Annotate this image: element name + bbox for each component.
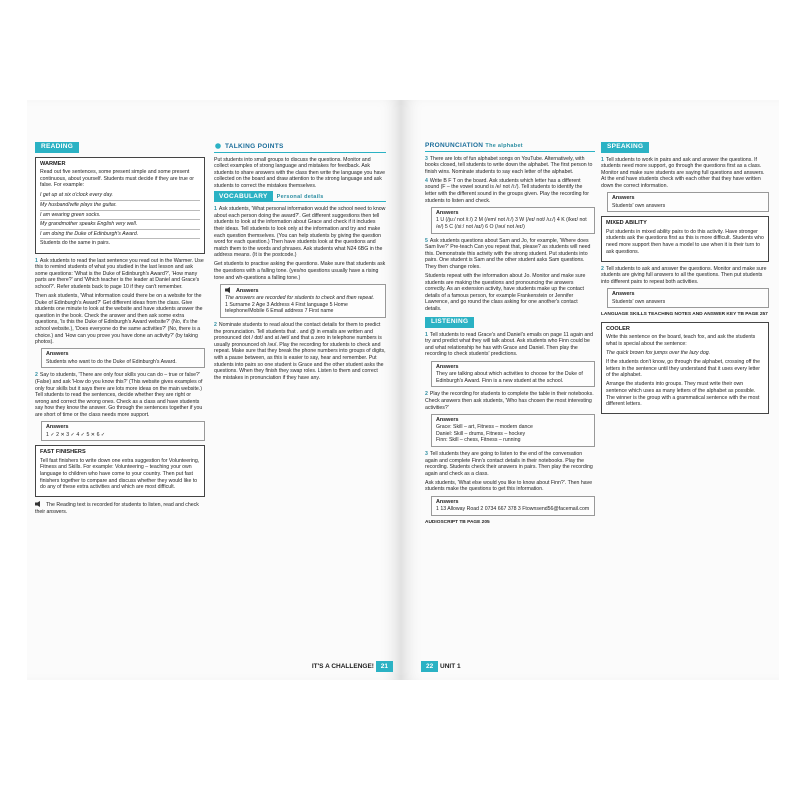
vocab-step-1: 1 Ask students, 'What personal information would the school need to know about each person doing the award?'. Get different suggestions then tell students to look at the information about Grace and check if it includes their ideas. Tell students to look only at the information and try and make each question themselves. (You can help students by giving the question word for each question.) Then have students look at the questions and match them to the words and phrases. Ask students what N24 6BG in the address means. (It is the postcode.) (214, 206, 386, 259)
pron-step-5: 5 Ask students questions about Sam and Jo, for example, 'Where does Sam live?' Pre-teach Can you repeat that, please? as students will need this. Demonstrate this activity with the strong student. Put students into pairs. One student is Sam and the other student asks Sam questions. They then change roles. (425, 237, 591, 270)
speaking-heading: SPEAKING (601, 142, 649, 153)
warmer-box (35, 157, 205, 254)
reading-step-1: 1 Ask students to read the last sentence you read out in the Warmer. Use this to remind students of what you studied in the last lesson and ask some questions: 'What is the Duke of Edinburgh's Award?', 'How many parts are there?' and 'Which teacher is the leader at Daniel and Grace's school?'. Refer students back to page 10 if they can't remember. (35, 257, 204, 290)
audioscript-link: AUDIOSCRIPT TB PAGE 205 (425, 519, 490, 525)
speak-step-1: 1 Tell students to work in pairs and ask and answer the questions. If students need more support, go through the questions first as a class. Monitor and make sure students are saying full questions and answers. At the end have students check with each other that they have written down the correct information. (601, 156, 765, 189)
talking-points-icon (214, 143, 222, 149)
listening-heading: LISTENING (425, 317, 474, 328)
pron-answers-4: Answers 1 U (/juː/ not /iː/) 2 M (/em/ not /iː/) 3 W (/eɪ/ not/ /uː/) 4 K (/keɪ/ not /e/) 5 C (/siː/ not /aɪ/) 6 O (/əʊ/ not /eɪ/) (431, 207, 595, 234)
right-column-1 (425, 142, 595, 529)
pron-step-4: 4 Write B F T on the board. Ask students which letter has a different sound (F – the vowel sound is /e/ not /iː/). Tell students to identify the letter with the different sound in the groups given. Play the recording for students to listen and check. (425, 177, 589, 204)
warmer-example: My husband/wife plays the guitar. (40, 201, 200, 211)
language-skills-link: LANGUAGE SKILLS TEACHING NOTES AND ANSWER KEY TB PAGE 257 (601, 312, 768, 318)
left-column-2 (214, 142, 386, 384)
warmer-example: I am doing the Duke of Edinburgh's Award. (40, 230, 200, 240)
speak-answers-1: Answers Students' own answers (607, 192, 769, 212)
audio-icon (225, 287, 233, 293)
warmer-heading: WARMER (40, 160, 66, 167)
left-page (27, 100, 401, 680)
pron-step-3: 3 There are lots of fun alphabet songs on YouTube. Alternatively, with books closed, tell students to write down the alphabet. The first person to finish wins. Nominate students to say each letter of the alphabet. (425, 155, 593, 175)
audio-icon (35, 501, 43, 507)
warmer-example: I get up at six o'clock every day. (40, 191, 200, 201)
vocabulary-heading: VOCABULARY Personal details (214, 193, 386, 203)
reading-audio-note: The Reading text is recorded for students to listen, read and check their answers. (35, 502, 199, 515)
listen-paragraph: Ask students, 'What else would you like to know about Finn?'. Then have students make the questions to get this information. (425, 479, 593, 493)
left-footer-title: IT'S A CHALLENGE! (311, 663, 374, 670)
pronunciation-heading: PRONUNCIATION The alphabet (425, 142, 595, 152)
reading-heading: READING (35, 142, 79, 153)
warmer-example: My grandmother speaks English very well. (40, 220, 200, 230)
right-page-footer (421, 661, 461, 672)
vocab-answers-1: Answers The answers are recorded for students to check and then repeat. 1 Surname 2 Age 3 Address 4 First language 5 Home telephone/Mobile 6 Email address 7 First name (220, 284, 386, 318)
reading-paragraph: Then ask students, 'What information could there be on a website for the Duke of Edinburgh's Award?' Get different ideas from the class. Give students one minute to look at the website and have students answer the question in the book. Check the answer and then ask some extra questions, 'Is this the Duke of Edinburgh's Award website?' (No, it's the school website.), 'Does everyone do the same activities?' (No, there is a choice.) and 'How can you prove you have done an activity?' (by taking photos). (35, 293, 203, 346)
listen-step-2: 2 Play the recording for students to complete the table in their notebooks. Check answers then ask students, 'Who has chosen the most interesting activities?' (425, 391, 594, 411)
reading-answers-1: Answers Students who want to do the Duke of Edinburgh's Award. (41, 348, 205, 368)
warmer-intro: Read out five sentences, some present simple and some present continuous, about yourself. Students must decide if they are true or false. For example: (40, 169, 194, 189)
vocab-step-2: 2 Nominate students to read aloud the contact details for them to predict the pronunciation. Tell students that . and @ in emails are written and pronounced dot / dɒt/ and at /æt/ and that a zero in telephone numbers is usually pronounced oh /əʊ/. Play the recording for students to check and repeat. Make sure that they break the phone numbers into groups of digits, with a pause between, as this is easier to say, hear and remember. Put students into pairs so one student is Grace and the other student asks the questions. When they finish they swap roles. Listen to them and correct the mistakes in pronunciation if they have any. (214, 322, 386, 381)
right-footer-title: UNIT 1 (440, 663, 461, 670)
left-column-1 (35, 142, 205, 518)
listen-answers-2: Answers Grace: Skill – art, Fitness – modern dance Daniel: Skill – drums, Fitness – hockey Finn: Skill – chess, Fitness – running (431, 414, 595, 447)
talking-points-text: Put students into small groups to discuss the questions. Monitor and collect examples of strong language and mistakes for feedback. Ask students to share answers with the class then write the language you have collected on the board and draw attention to the strong language and ask students to correct the mistakes themselves. (214, 156, 386, 189)
listen-answers-1: Answers They are talking about which activities to choose for the Duke of Edinburgh's Award. Finn is a new student at the school. (431, 361, 595, 388)
speak-step-2: 2 Tell students to ask and answer the questions. Monitor and make sure students are giving full answers to all the questions. Then put students into different pairs to repeat both activities. (601, 265, 767, 285)
left-page-number: 21 (376, 661, 393, 672)
right-page-number: 22 (421, 661, 438, 672)
warmer-outro: Students do the same in pairs. (40, 240, 111, 247)
left-page-footer (312, 661, 393, 672)
talking-points-heading: TALKING POINTS (214, 142, 386, 153)
warmer-example: I am wearing green socks. (40, 211, 200, 221)
cooler-box: COOLER Write this sentence on the board, teach fox, and ask the students what is special about the sentence: The quick brown fox jumps over the lazy dog. If the students don't know, go through the alphabet, crossing off the letters in the sentence until they understand that it uses every letter of the alphabet. Arrange the students into groups. They must write their own sentence which uses as many letters of the alphabet as possible. The winner is the group with a grammatical sentence with the most different letters. (601, 322, 769, 415)
fast-finishers-box: FAST FINISHERS Tell fast finishers to write down one extra suggestion for Volunteering, Fitness and Skills. For example: Volunteering – teaching your own language to children who have come to your country. Then put fast finishers together to compare and discuss whether they would like to do any of these extra activities and which are most difficult. (35, 445, 205, 497)
speak-answers-2: Answers Students' own answers (607, 288, 769, 308)
right-page (401, 100, 779, 680)
listen-step-1: 1 Tell students to read Grace's and Daniel's emails on page 11 again and try and predict what they will talk about. Ask students who Finn could be and what relationship he has with Grace and Daniel. Then play the recording to check students' predictions. (425, 331, 593, 358)
reading-answers-2: Answers 1 ✓ 2 ✕ 3 ✓ 4 ✓ 5 ✕ 6 ✓ (41, 421, 205, 441)
listen-step-3: 3 Tell students they are going to listen to the end of the conversation again and complete Finn's contact details in their notebooks. Play the recording. Students check their answers in pairs. Then play the recording again and check as a class. (425, 450, 593, 477)
vocab-paragraph: Get students to practise asking the questions. Make sure that students ask the questions with a falling tone. (yes/no questions usually have a rising tone and wh-questions a falling tone.) (214, 261, 386, 281)
right-column-2 (601, 142, 769, 418)
mixed-ability-box: MIXED ABILITY Put students in mixed ability pairs to do this activity. Have stronger students ask the questions first as this is more difficult. Students who need more support then have a model to use when it is their turn to ask questions. (601, 216, 769, 261)
reading-step-2: 2 Say to students, 'There are only four skills you can do – true or false?' (False) and ask 'How do you know this?' (This website gives examples of only four skills but it says there are lots more ideas on the main website.) Tell students to read the sentences, decide whether they are right or wrong and correct the wrong ones. Check as a class and have students say how they know the answer. Go through the sentences together if you are short of time or the class needs more support. (35, 372, 203, 418)
listen-answers-3: Answers 1 13 Alloway Road 2 0734 667 378 3 Ftownsend56@facemail.com (431, 496, 595, 516)
pron-paragraph: Students repeat with the information about Jo. Monitor and make sure students are making the questions and pronouncing the answers correctly. As an extension activity, have students make up the contact details of a famous person, for example Frankenstein or Jennifer Lawrence, and go round the class asking for one another's contact details. (425, 273, 586, 312)
